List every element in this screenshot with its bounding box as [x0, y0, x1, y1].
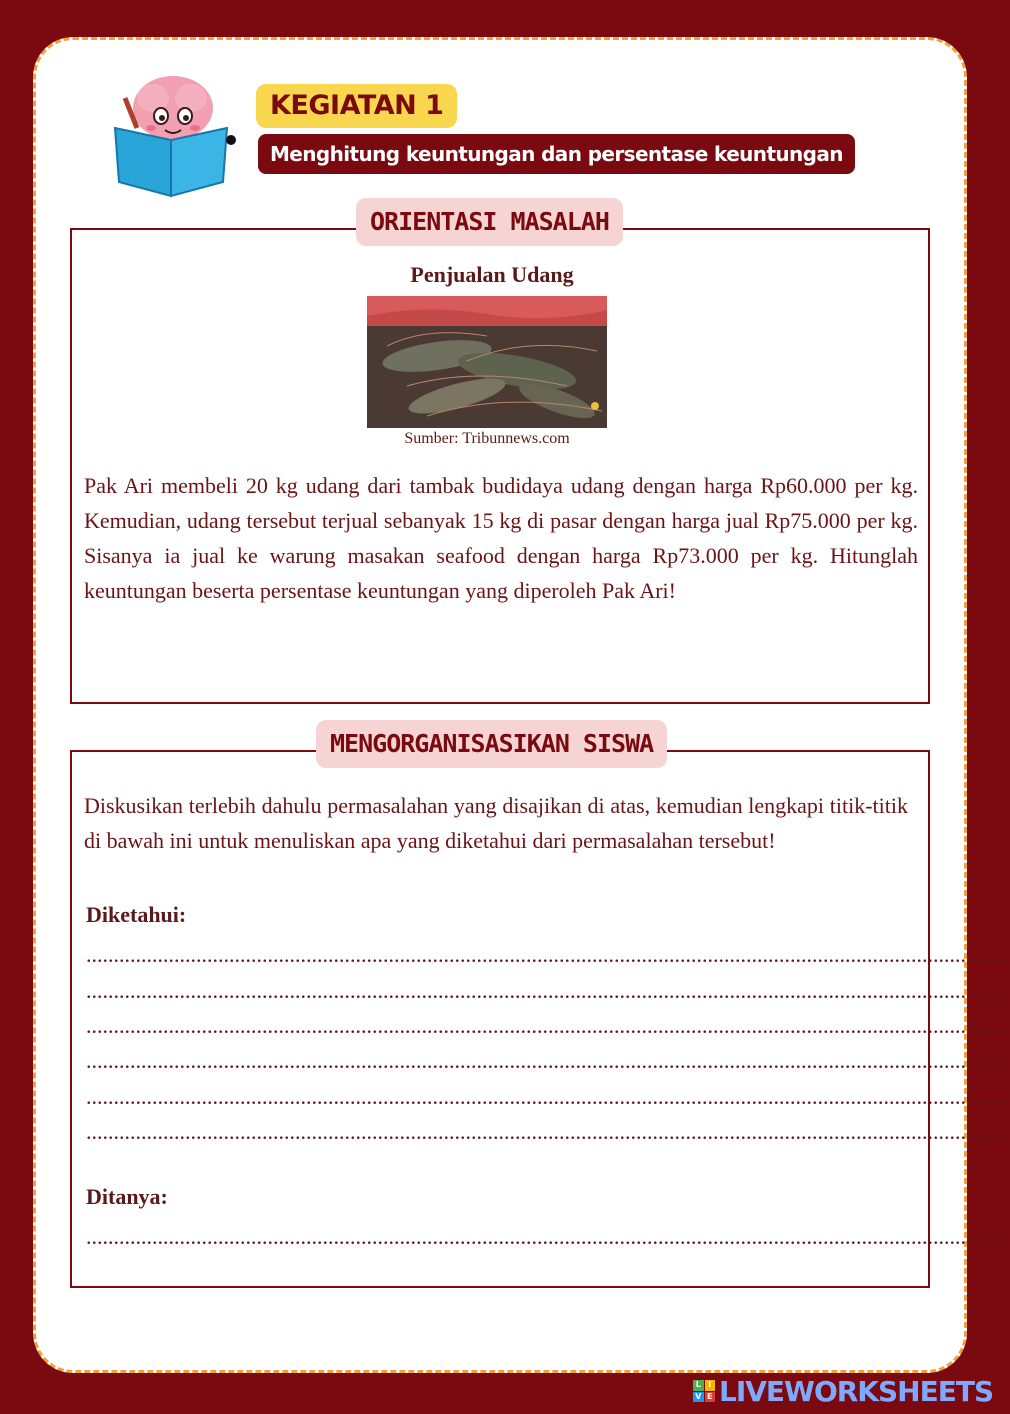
logo-mark-letter: V	[693, 1392, 704, 1403]
diketahui-answer-line-3[interactable]: ........................................................................................................................................................................	[86, 1013, 1010, 1038]
diketahui-answer-line-4[interactable]: ........................................................................................................................................................................	[86, 1048, 1010, 1073]
orientasi-section-title: ORIENTASI MASALAH	[356, 198, 623, 246]
problem-text: Pak Ari membeli 20 kg udang dari tambak budidaya udang dengan harga Rp60.000 per kg. Kemudian, udang tersebut terjual sebanyak 15 kg di pasar dengan harga jual Rp75.000 per kg. Sisanya ia jual ke warung masakan seafood dengan harga Rp73.000 per kg. Hitunglah keuntungan beserta persentase keuntungan yang diperoleh Pak Ari!	[84, 473, 918, 603]
activity-subtitle: Menghitung keuntungan dan persentase keuntungan	[258, 134, 855, 174]
shrimp-photo	[367, 296, 607, 428]
ditanya-label: Ditanya:	[86, 1184, 168, 1209]
logo-mark-letter: I	[705, 1380, 716, 1391]
diketahui-answer-line-1[interactable]: ........................................................................................................................................................................	[86, 942, 1010, 967]
liveworksheets-mark-icon	[693, 1380, 715, 1402]
instruction-text: Diskusikan terlebih dahulu permasalahan yang disajikan di atas, kemudian lengkapi titik-titik di bawah ini untuk menuliskan apa yang diketahui dari permasalahan tersebut!	[84, 793, 908, 853]
organisasi-section-title: MENGORGANISASIKAN SISWA	[316, 720, 667, 768]
logo-mark-letter: E	[705, 1392, 716, 1403]
liveworksheets-logo	[693, 1374, 993, 1408]
figure-caption: Sumber: Tribunnews.com	[404, 430, 570, 447]
diketahui-answer-line-6[interactable]: ........................................................................................................................................................................	[86, 1119, 1010, 1144]
diketahui-answer-line-2[interactable]: ........................................................................................................................................................................	[86, 978, 1010, 1003]
diketahui-answer-line-5[interactable]: ........................................................................................................................................................................	[86, 1084, 1010, 1109]
ditanya-answer-line[interactable]: ........................................................................................................................................................................	[86, 1224, 1010, 1249]
liveworksheets-brand: LIVEWORKSHEETS	[719, 1374, 994, 1408]
logo-mark-letter: L	[693, 1380, 704, 1391]
figure-title: Penjualan Udang	[410, 262, 574, 287]
activity-tag: KEGIATAN 1	[256, 84, 457, 128]
brain-reading-book-icon	[105, 68, 240, 198]
diketahui-label: Diketahui:	[86, 902, 187, 927]
